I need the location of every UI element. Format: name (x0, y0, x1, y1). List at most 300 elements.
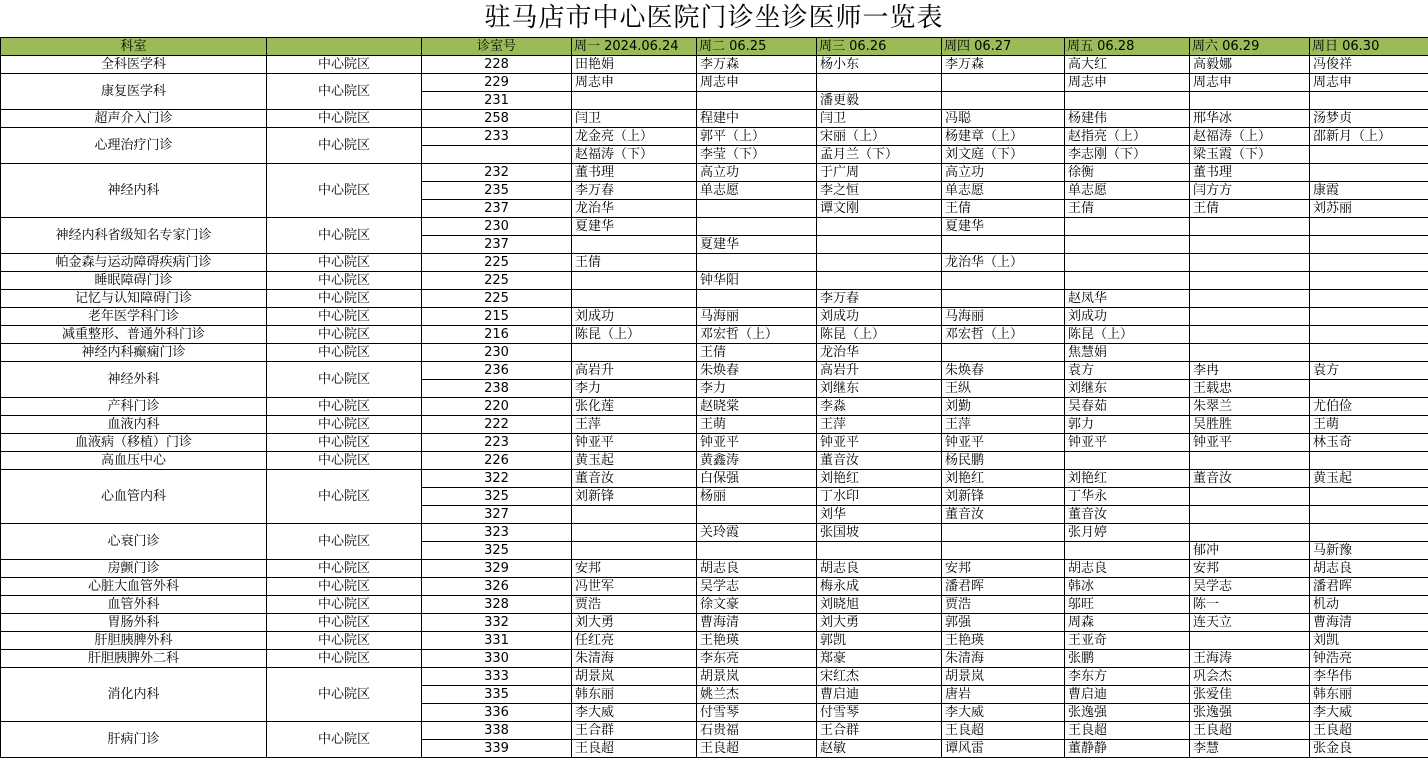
doctor-cell-sun[interactable] (1310, 92, 1428, 110)
doctor-cell-wed[interactable]: 孟月兰（下） (817, 146, 942, 164)
doctor-cell-tue[interactable]: 邓宏哲（上） (697, 326, 817, 344)
doctor-cell-sat[interactable]: 张爱佳 (1190, 686, 1310, 704)
doctor-cell-wed[interactable]: 王合群 (817, 722, 942, 740)
doctor-cell-thu[interactable] (942, 272, 1065, 290)
doctor-cell-sat[interactable] (1190, 344, 1310, 362)
campus-cell[interactable]: 中心院区 (267, 614, 422, 632)
room-cell[interactable]: 333 (422, 668, 572, 686)
dept-cell[interactable]: 产科门诊 (1, 398, 267, 416)
room-cell[interactable]: 235 (422, 182, 572, 200)
doctor-cell-mon[interactable]: 李万春 (572, 182, 697, 200)
doctor-cell-wed[interactable]: 张国坡 (817, 524, 942, 542)
dept-cell[interactable]: 消化内科 (1, 668, 267, 722)
doctor-cell-sun[interactable] (1310, 506, 1428, 524)
doctor-cell-mon[interactable]: 周志申 (572, 74, 697, 92)
dept-cell[interactable]: 神经内科省级知名专家门诊 (1, 218, 267, 254)
campus-cell[interactable]: 中心院区 (267, 290, 422, 308)
doctor-cell-tue[interactable]: 王艳瑛 (697, 632, 817, 650)
doctor-cell-sat[interactable] (1190, 488, 1310, 506)
doctor-cell-sat[interactable]: 赵福涛（上） (1190, 128, 1310, 146)
doctor-cell-fri[interactable] (1065, 272, 1190, 290)
doctor-cell-sun[interactable]: 韩东丽 (1310, 686, 1428, 704)
doctor-cell-mon[interactable]: 刘成功 (572, 308, 697, 326)
campus-cell[interactable]: 中心院区 (267, 722, 422, 758)
doctor-cell-mon[interactable]: 安邦 (572, 560, 697, 578)
doctor-cell-wed[interactable]: 李之恒 (817, 182, 942, 200)
doctor-cell-tue[interactable]: 白保强 (697, 470, 817, 488)
doctor-cell-tue[interactable]: 李万森 (697, 56, 817, 74)
doctor-cell-tue[interactable]: 李力 (697, 380, 817, 398)
room-cell[interactable]: 332 (422, 614, 572, 632)
doctor-cell-mon[interactable] (572, 524, 697, 542)
doctor-cell-sat[interactable] (1190, 308, 1310, 326)
doctor-cell-wed[interactable]: 梅永成 (817, 578, 942, 596)
doctor-cell-mon[interactable]: 高岩升 (572, 362, 697, 380)
doctor-cell-sat[interactable] (1190, 236, 1310, 254)
doctor-cell-mon[interactable]: 闫卫 (572, 110, 697, 128)
doctor-cell-fri[interactable]: 张鹏 (1065, 650, 1190, 668)
doctor-cell-tue[interactable]: 朱焕春 (697, 362, 817, 380)
doctor-cell-sun[interactable] (1310, 452, 1428, 470)
doctor-cell-wed[interactable]: 赵敏 (817, 740, 942, 758)
doctor-cell-fri[interactable]: 郭力 (1065, 416, 1190, 434)
doctor-cell-sun[interactable]: 袁方 (1310, 362, 1428, 380)
doctor-cell-thu[interactable]: 李大威 (942, 704, 1065, 722)
doctor-cell-wed[interactable]: 丁水印 (817, 488, 942, 506)
dept-cell[interactable]: 肝胆胰脾外科 (1, 632, 267, 650)
room-cell[interactable]: 230 (422, 218, 572, 236)
room-cell[interactable]: 229 (422, 74, 572, 92)
doctor-cell-thu[interactable]: 王良超 (942, 722, 1065, 740)
doctor-cell-sun[interactable]: 马新豫 (1310, 542, 1428, 560)
dept-cell[interactable]: 全科医学科 (1, 56, 267, 74)
dept-cell[interactable]: 胃肠外科 (1, 614, 267, 632)
doctor-cell-fri[interactable]: 周森 (1065, 614, 1190, 632)
doctor-cell-mon[interactable] (572, 272, 697, 290)
doctor-cell-sun[interactable]: 王萌 (1310, 416, 1428, 434)
doctor-cell-tue[interactable] (697, 290, 817, 308)
header-day-sat[interactable]: 周六 06.29 (1190, 38, 1310, 56)
doctor-cell-wed[interactable]: 王萍 (817, 416, 942, 434)
campus-cell[interactable]: 中心院区 (267, 74, 422, 110)
doctor-cell-mon[interactable]: 钟亚平 (572, 434, 697, 452)
room-cell[interactable]: 220 (422, 398, 572, 416)
doctor-cell-wed[interactable] (817, 254, 942, 272)
doctor-cell-fri[interactable]: 袁方 (1065, 362, 1190, 380)
doctor-cell-mon[interactable] (572, 236, 697, 254)
room-cell[interactable]: 338 (422, 722, 572, 740)
doctor-cell-tue[interactable]: 王萌 (697, 416, 817, 434)
doctor-cell-tue[interactable] (697, 218, 817, 236)
doctor-cell-sat[interactable] (1190, 632, 1310, 650)
doctor-cell-thu[interactable] (942, 542, 1065, 560)
doctor-cell-sun[interactable]: 潘君晖 (1310, 578, 1428, 596)
doctor-cell-wed[interactable]: 刘成功 (817, 308, 942, 326)
doctor-cell-sat[interactable] (1190, 272, 1310, 290)
doctor-cell-tue[interactable]: 姚兰杰 (697, 686, 817, 704)
room-cell[interactable]: 258 (422, 110, 572, 128)
doctor-cell-wed[interactable]: 付雪琴 (817, 704, 942, 722)
room-cell[interactable]: 223 (422, 434, 572, 452)
doctor-cell-fri[interactable]: 王亚奇 (1065, 632, 1190, 650)
doctor-cell-sun[interactable]: 张金良 (1310, 740, 1428, 758)
doctor-cell-fri[interactable] (1065, 92, 1190, 110)
doctor-cell-tue[interactable]: 吴学志 (697, 578, 817, 596)
doctor-cell-mon[interactable]: 黄玉起 (572, 452, 697, 470)
doctor-cell-sat[interactable]: 连天立 (1190, 614, 1310, 632)
doctor-cell-sun[interactable] (1310, 254, 1428, 272)
campus-cell[interactable]: 中心院区 (267, 110, 422, 128)
room-cell[interactable]: 325 (422, 488, 572, 506)
doctor-cell-tue[interactable]: 付雪琴 (697, 704, 817, 722)
doctor-cell-sat[interactable] (1190, 218, 1310, 236)
doctor-cell-thu[interactable]: 郭强 (942, 614, 1065, 632)
doctor-cell-sat[interactable]: 巩会杰 (1190, 668, 1310, 686)
doctor-cell-sat[interactable] (1190, 452, 1310, 470)
doctor-cell-mon[interactable]: 董书理 (572, 164, 697, 182)
doctor-cell-fri[interactable]: 张逸强 (1065, 704, 1190, 722)
room-cell[interactable]: 231 (422, 92, 572, 110)
doctor-cell-mon[interactable]: 刘新锋 (572, 488, 697, 506)
doctor-cell-thu[interactable]: 贾浩 (942, 596, 1065, 614)
doctor-cell-wed[interactable]: 刘艳红 (817, 470, 942, 488)
doctor-cell-sun[interactable]: 黄玉起 (1310, 470, 1428, 488)
doctor-cell-mon[interactable]: 任红亮 (572, 632, 697, 650)
doctor-cell-thu[interactable]: 董音汝 (942, 506, 1065, 524)
doctor-cell-tue[interactable]: 程建中 (697, 110, 817, 128)
doctor-cell-fri[interactable]: 丁华永 (1065, 488, 1190, 506)
doctor-cell-fri[interactable]: 李东方 (1065, 668, 1190, 686)
room-cell[interactable]: 331 (422, 632, 572, 650)
doctor-cell-wed[interactable]: 李万春 (817, 290, 942, 308)
dept-cell[interactable]: 血管外科 (1, 596, 267, 614)
doctor-cell-thu[interactable]: 刘艳红 (942, 470, 1065, 488)
doctor-cell-mon[interactable]: 龙金亮（上） (572, 128, 697, 146)
doctor-cell-mon[interactable]: 王良超 (572, 740, 697, 758)
doctor-cell-thu[interactable]: 冯聪 (942, 110, 1065, 128)
campus-cell[interactable]: 中心院区 (267, 272, 422, 290)
doctor-cell-sun[interactable] (1310, 236, 1428, 254)
doctor-cell-sat[interactable]: 陈一 (1190, 596, 1310, 614)
doctor-cell-mon[interactable]: 张化莲 (572, 398, 697, 416)
doctor-cell-thu[interactable] (942, 92, 1065, 110)
doctor-cell-sun[interactable] (1310, 308, 1428, 326)
doctor-cell-sat[interactable] (1190, 326, 1310, 344)
doctor-cell-thu[interactable] (942, 74, 1065, 92)
doctor-cell-mon[interactable]: 夏建华 (572, 218, 697, 236)
room-cell[interactable]: 228 (422, 56, 572, 74)
doctor-cell-sat[interactable]: 邢华冰 (1190, 110, 1310, 128)
doctor-cell-fri[interactable]: 周志申 (1065, 74, 1190, 92)
doctor-cell-fri[interactable]: 刘艳红 (1065, 470, 1190, 488)
doctor-cell-thu[interactable]: 安邦 (942, 560, 1065, 578)
doctor-cell-sat[interactable]: 闫方方 (1190, 182, 1310, 200)
doctor-cell-tue[interactable]: 王良超 (697, 740, 817, 758)
doctor-cell-wed[interactable]: 刘华 (817, 506, 942, 524)
doctor-cell-wed[interactable] (817, 272, 942, 290)
header-day-sun[interactable]: 周日 06.30 (1310, 38, 1428, 56)
doctor-cell-tue[interactable]: 李东亮 (697, 650, 817, 668)
doctor-cell-mon[interactable]: 韩东丽 (572, 686, 697, 704)
header-day-wed[interactable]: 周三 06.26 (817, 38, 942, 56)
doctor-cell-sat[interactable]: 郁冲 (1190, 542, 1310, 560)
doctor-cell-thu[interactable]: 王纵 (942, 380, 1065, 398)
room-cell[interactable]: 322 (422, 470, 572, 488)
campus-cell[interactable]: 中心院区 (267, 632, 422, 650)
dept-cell[interactable]: 肝胆胰脾外二科 (1, 650, 267, 668)
doctor-cell-sat[interactable]: 董音汝 (1190, 470, 1310, 488)
doctor-cell-wed[interactable]: 陈昆（上） (817, 326, 942, 344)
doctor-cell-mon[interactable]: 田艳娟 (572, 56, 697, 74)
campus-cell[interactable]: 中心院区 (267, 128, 422, 164)
doctor-cell-thu[interactable]: 刘文庭（下） (942, 146, 1065, 164)
doctor-cell-thu[interactable] (942, 524, 1065, 542)
doctor-cell-wed[interactable]: 杨小东 (817, 56, 942, 74)
doctor-cell-tue[interactable]: 夏建华 (697, 236, 817, 254)
dept-cell[interactable]: 肝病门诊 (1, 722, 267, 758)
doctor-cell-mon[interactable]: 胡景岚 (572, 668, 697, 686)
campus-cell[interactable]: 中心院区 (267, 398, 422, 416)
campus-cell[interactable]: 中心院区 (267, 578, 422, 596)
campus-cell[interactable]: 中心院区 (267, 434, 422, 452)
doctor-cell-wed[interactable] (817, 218, 942, 236)
doctor-cell-thu[interactable]: 单志愿 (942, 182, 1065, 200)
dept-cell[interactable]: 神经内科癫痫门诊 (1, 344, 267, 362)
campus-cell[interactable]: 中心院区 (267, 596, 422, 614)
doctor-cell-sun[interactable]: 钟浩亮 (1310, 650, 1428, 668)
doctor-cell-sat[interactable] (1190, 92, 1310, 110)
header-campus[interactable] (267, 38, 422, 56)
doctor-cell-mon[interactable]: 董音汝 (572, 470, 697, 488)
doctor-cell-sun[interactable]: 冯俊祥 (1310, 56, 1428, 74)
doctor-cell-wed[interactable]: 刘晓旭 (817, 596, 942, 614)
doctor-cell-sun[interactable] (1310, 146, 1428, 164)
room-cell[interactable]: 326 (422, 578, 572, 596)
doctor-cell-fri[interactable]: 吴春茹 (1065, 398, 1190, 416)
room-cell[interactable]: 226 (422, 452, 572, 470)
doctor-cell-sun[interactable]: 机动 (1310, 596, 1428, 614)
room-cell[interactable]: 328 (422, 596, 572, 614)
doctor-cell-sun[interactable]: 汤梦贞 (1310, 110, 1428, 128)
header-dept[interactable]: 科室 (1, 38, 267, 56)
doctor-cell-sun[interactable] (1310, 344, 1428, 362)
doctor-cell-mon[interactable]: 李大威 (572, 704, 697, 722)
doctor-cell-wed[interactable]: 董音汝 (817, 452, 942, 470)
doctor-cell-wed[interactable]: 胡志良 (817, 560, 942, 578)
header-day-mon[interactable]: 周一 2024.06.24 (572, 38, 697, 56)
doctor-cell-wed[interactable]: 钟亚平 (817, 434, 942, 452)
doctor-cell-sat[interactable]: 王海涛 (1190, 650, 1310, 668)
doctor-cell-fri[interactable] (1065, 236, 1190, 254)
dept-cell[interactable]: 血液内科 (1, 416, 267, 434)
room-cell[interactable]: 323 (422, 524, 572, 542)
doctor-cell-sat[interactable]: 董书理 (1190, 164, 1310, 182)
doctor-cell-sat[interactable]: 王载忠 (1190, 380, 1310, 398)
doctor-cell-sun[interactable]: 康霞 (1310, 182, 1428, 200)
dept-cell[interactable]: 房颤门诊 (1, 560, 267, 578)
doctor-cell-mon[interactable]: 贾浩 (572, 596, 697, 614)
campus-cell[interactable]: 中心院区 (267, 668, 422, 722)
room-cell[interactable]: 225 (422, 290, 572, 308)
doctor-cell-fri[interactable]: 董静静 (1065, 740, 1190, 758)
doctor-cell-thu[interactable]: 高立功 (942, 164, 1065, 182)
doctor-cell-wed[interactable]: 曹启迪 (817, 686, 942, 704)
doctor-cell-wed[interactable] (817, 74, 942, 92)
doctor-cell-wed[interactable]: 宋红杰 (817, 668, 942, 686)
doctor-cell-fri[interactable]: 单志愿 (1065, 182, 1190, 200)
doctor-cell-tue[interactable] (697, 254, 817, 272)
doctor-cell-tue[interactable]: 关玲霞 (697, 524, 817, 542)
doctor-cell-sun[interactable]: 周志申 (1310, 74, 1428, 92)
doctor-cell-thu[interactable]: 刘新锋 (942, 488, 1065, 506)
campus-cell[interactable]: 中心院区 (267, 362, 422, 398)
doctor-cell-thu[interactable] (942, 344, 1065, 362)
dept-cell[interactable]: 神经外科 (1, 362, 267, 398)
doctor-cell-tue[interactable]: 李莹（下） (697, 146, 817, 164)
doctor-cell-mon[interactable]: 冯世军 (572, 578, 697, 596)
doctor-cell-tue[interactable]: 周志申 (697, 74, 817, 92)
doctor-cell-mon[interactable]: 陈昆（上） (572, 326, 697, 344)
campus-cell[interactable]: 中心院区 (267, 326, 422, 344)
doctor-cell-sat[interactable]: 张逸强 (1190, 704, 1310, 722)
doctor-cell-fri[interactable]: 高大红 (1065, 56, 1190, 74)
doctor-cell-sun[interactable] (1310, 290, 1428, 308)
doctor-cell-mon[interactable] (572, 542, 697, 560)
campus-cell[interactable]: 中心院区 (267, 308, 422, 326)
doctor-cell-tue[interactable]: 黄鑫涛 (697, 452, 817, 470)
doctor-cell-sun[interactable] (1310, 164, 1428, 182)
doctor-cell-fri[interactable]: 张月婷 (1065, 524, 1190, 542)
doctor-cell-tue[interactable]: 胡志良 (697, 560, 817, 578)
doctor-cell-thu[interactable]: 谭风雷 (942, 740, 1065, 758)
room-cell[interactable]: 237 (422, 200, 572, 218)
doctor-cell-sat[interactable]: 钟亚平 (1190, 434, 1310, 452)
header-day-thu[interactable]: 周四 06.27 (942, 38, 1065, 56)
doctor-cell-thu[interactable]: 李万森 (942, 56, 1065, 74)
doctor-cell-fri[interactable]: 徐衡 (1065, 164, 1190, 182)
campus-cell[interactable]: 中心院区 (267, 452, 422, 470)
doctor-cell-wed[interactable] (817, 236, 942, 254)
doctor-cell-sun[interactable]: 刘凯 (1310, 632, 1428, 650)
doctor-cell-thu[interactable]: 夏建华 (942, 218, 1065, 236)
doctor-cell-fri[interactable]: 王倩 (1065, 200, 1190, 218)
dept-cell[interactable]: 心理治疗门诊 (1, 128, 267, 164)
dept-cell[interactable]: 帕金森与运动障碍疾病门诊 (1, 254, 267, 272)
campus-cell[interactable]: 中心院区 (267, 470, 422, 524)
doctor-cell-wed[interactable]: 宋丽（上） (817, 128, 942, 146)
room-cell[interactable]: 325 (422, 542, 572, 560)
doctor-cell-wed[interactable]: 刘大勇 (817, 614, 942, 632)
doctor-cell-fri[interactable]: 陈昆（上） (1065, 326, 1190, 344)
doctor-cell-wed[interactable] (817, 542, 942, 560)
doctor-cell-tue[interactable]: 杨丽 (697, 488, 817, 506)
doctor-cell-sun[interactable]: 李华伟 (1310, 668, 1428, 686)
doctor-cell-sat[interactable] (1190, 254, 1310, 272)
dept-cell[interactable]: 高血压中心 (1, 452, 267, 470)
doctor-cell-fri[interactable]: 王良超 (1065, 722, 1190, 740)
campus-cell[interactable]: 中心院区 (267, 524, 422, 560)
doctor-cell-sat[interactable]: 王良超 (1190, 722, 1310, 740)
doctor-cell-mon[interactable]: 刘大勇 (572, 614, 697, 632)
room-cell[interactable]: 232 (422, 164, 572, 182)
campus-cell[interactable]: 中心院区 (267, 218, 422, 254)
room-cell[interactable]: 233 (422, 128, 572, 146)
doctor-cell-tue[interactable] (697, 506, 817, 524)
room-cell[interactable]: 335 (422, 686, 572, 704)
doctor-cell-mon[interactable]: 王倩 (572, 254, 697, 272)
room-cell[interactable]: 339 (422, 740, 572, 758)
dept-cell[interactable]: 血液病（移植）门诊 (1, 434, 267, 452)
room-cell[interactable] (422, 146, 572, 164)
doctor-cell-fri[interactable]: 韩冰 (1065, 578, 1190, 596)
doctor-cell-tue[interactable] (697, 542, 817, 560)
campus-cell[interactable]: 中心院区 (267, 56, 422, 74)
doctor-cell-fri[interactable]: 邬旺 (1065, 596, 1190, 614)
dept-cell[interactable]: 超声介入门诊 (1, 110, 267, 128)
room-cell[interactable]: 238 (422, 380, 572, 398)
room-cell[interactable]: 336 (422, 704, 572, 722)
doctor-cell-wed[interactable]: 郑豪 (817, 650, 942, 668)
doctor-cell-tue[interactable]: 马海丽 (697, 308, 817, 326)
doctor-cell-thu[interactable]: 朱清海 (942, 650, 1065, 668)
doctor-cell-sat[interactable] (1190, 290, 1310, 308)
doctor-cell-sat[interactable]: 梁玉霞（下） (1190, 146, 1310, 164)
doctor-cell-sun[interactable]: 尤伯俭 (1310, 398, 1428, 416)
doctor-cell-fri[interactable] (1065, 254, 1190, 272)
doctor-cell-fri[interactable]: 刘成功 (1065, 308, 1190, 326)
doctor-cell-sun[interactable]: 王良超 (1310, 722, 1428, 740)
dept-cell[interactable]: 睡眠障碍门诊 (1, 272, 267, 290)
doctor-cell-thu[interactable]: 唐岩 (942, 686, 1065, 704)
dept-cell[interactable]: 康复医学科 (1, 74, 267, 110)
doctor-cell-mon[interactable] (572, 290, 697, 308)
doctor-cell-sat[interactable]: 李慧 (1190, 740, 1310, 758)
doctor-cell-sun[interactable]: 刘苏丽 (1310, 200, 1428, 218)
doctor-cell-tue[interactable]: 胡景岚 (697, 668, 817, 686)
campus-cell[interactable]: 中心院区 (267, 560, 422, 578)
doctor-cell-tue[interactable] (697, 200, 817, 218)
doctor-cell-fri[interactable]: 胡志良 (1065, 560, 1190, 578)
doctor-cell-mon[interactable]: 李力 (572, 380, 697, 398)
doctor-cell-mon[interactable] (572, 344, 697, 362)
doctor-cell-mon[interactable]: 龙治华 (572, 200, 697, 218)
doctor-cell-thu[interactable]: 胡景岚 (942, 668, 1065, 686)
doctor-cell-sun[interactable] (1310, 380, 1428, 398)
doctor-cell-sat[interactable]: 王倩 (1190, 200, 1310, 218)
doctor-cell-thu[interactable]: 杨建章（上） (942, 128, 1065, 146)
doctor-cell-wed[interactable]: 郭凯 (817, 632, 942, 650)
doctor-cell-wed[interactable]: 高岩升 (817, 362, 942, 380)
room-cell[interactable]: 236 (422, 362, 572, 380)
campus-cell[interactable]: 中心院区 (267, 344, 422, 362)
dept-cell[interactable]: 老年医学科门诊 (1, 308, 267, 326)
doctor-cell-sat[interactable]: 朱翠兰 (1190, 398, 1310, 416)
doctor-cell-sun[interactable] (1310, 488, 1428, 506)
doctor-cell-sun[interactable] (1310, 272, 1428, 290)
campus-cell[interactable]: 中心院区 (267, 254, 422, 272)
doctor-cell-thu[interactable]: 刘勤 (942, 398, 1065, 416)
dept-cell[interactable]: 心衰门诊 (1, 524, 267, 560)
doctor-cell-fri[interactable]: 董音汝 (1065, 506, 1190, 524)
doctor-cell-sun[interactable]: 李大威 (1310, 704, 1428, 722)
doctor-cell-sun[interactable] (1310, 218, 1428, 236)
dept-cell[interactable]: 记忆与认知障碍门诊 (1, 290, 267, 308)
dept-cell[interactable]: 心血管内科 (1, 470, 267, 524)
doctor-cell-wed[interactable]: 潘更毅 (817, 92, 942, 110)
doctor-cell-fri[interactable]: 赵凤华 (1065, 290, 1190, 308)
doctor-cell-sun[interactable]: 曹海清 (1310, 614, 1428, 632)
doctor-cell-thu[interactable]: 龙治华（上） (942, 254, 1065, 272)
